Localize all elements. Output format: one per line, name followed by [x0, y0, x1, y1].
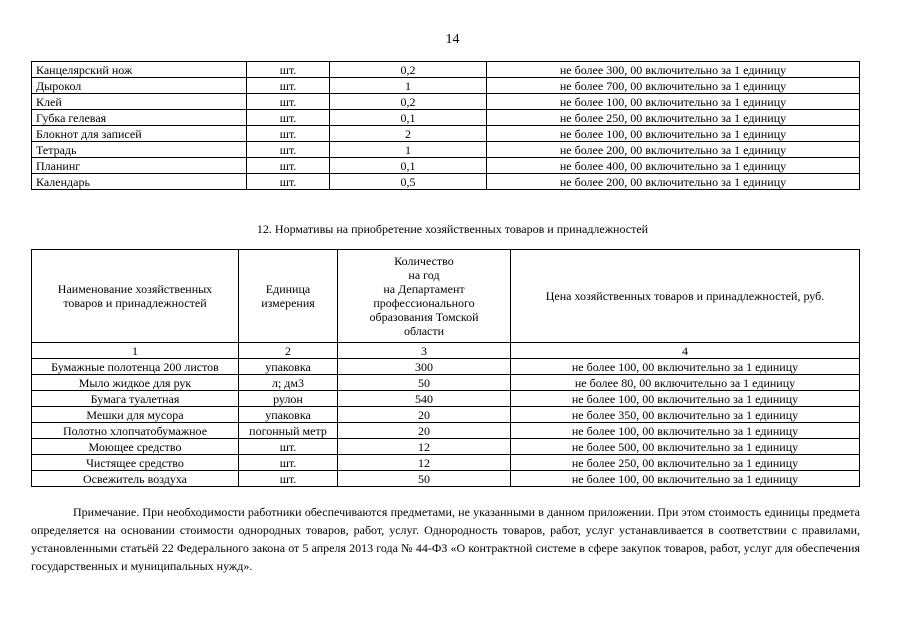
- cell-name: Календарь: [32, 174, 247, 190]
- cell-price: не более 80, 00 включительно за 1 единицу: [511, 375, 860, 391]
- cell-name: Мыло жидкое для рук: [32, 375, 239, 391]
- table-row: [32, 375, 860, 391]
- table-row: [32, 471, 860, 487]
- cell-unit: рулон: [239, 391, 338, 407]
- col-number-3: 3: [338, 343, 511, 359]
- cell-price: не более 200, 00 включительно за 1 единицу: [487, 174, 860, 190]
- cell-price: не более 250, 00 включительно за 1 единицу: [487, 110, 860, 126]
- cell-name: Чистящее средство: [32, 455, 239, 471]
- table-row: [32, 94, 860, 110]
- cell-price: не более 250, 00 включительно за 1 единицу: [511, 455, 860, 471]
- cell-unit: шт.: [247, 110, 330, 126]
- cell-unit: шт.: [247, 78, 330, 94]
- cell-unit: шт.: [247, 94, 330, 110]
- table-row: [32, 455, 860, 471]
- cell-qty: 20: [338, 423, 511, 439]
- col-number-4: 4: [511, 343, 860, 359]
- cell-name: Полотно хлопчатобумажное: [32, 423, 239, 439]
- cell-qty: 2: [330, 126, 487, 142]
- table-row: [32, 439, 860, 455]
- table-row: [32, 423, 860, 439]
- cell-price: не более 350, 00 включительно за 1 единицу: [511, 407, 860, 423]
- cell-price: не более 100, 00 включительно за 1 единицу: [511, 423, 860, 439]
- table-row: [32, 62, 860, 78]
- cell-price: не более 400, 00 включительно за 1 единицу: [487, 158, 860, 174]
- cell-unit: л; дм3: [239, 375, 338, 391]
- cell-name: Бумажные полотенца 200 листов: [32, 359, 239, 375]
- section-title: 12. Нормативы на приобретение хозяйственных товаров и принадлежностей: [256, 222, 649, 236]
- cell-price: не более 100, 00 включительно за 1 единицу: [487, 126, 860, 142]
- cell-qty: 50: [338, 471, 511, 487]
- cell-qty: 300: [338, 359, 511, 375]
- cell-qty: 0,1: [330, 158, 487, 174]
- table-row: [32, 391, 860, 407]
- cell-name: Губка гелевая: [32, 110, 247, 126]
- cell-qty: 20: [338, 407, 511, 423]
- cell-name: Канцелярский нож: [32, 62, 247, 78]
- cell-qty: 1: [330, 78, 487, 94]
- cell-unit: шт.: [239, 439, 338, 455]
- household-goods-table: [31, 249, 860, 487]
- cell-price: не более 200, 00 включительно за 1 единицу: [487, 142, 860, 158]
- cell-qty: 12: [338, 455, 511, 471]
- table-row: [32, 174, 860, 190]
- cell-qty: 12: [338, 439, 511, 455]
- cell-qty: 0,2: [330, 62, 487, 78]
- cell-unit: шт.: [239, 455, 338, 471]
- cell-unit: шт.: [247, 126, 330, 142]
- cell-unit: шт.: [247, 158, 330, 174]
- col-number-2: 2: [239, 343, 338, 359]
- cell-name: Тетрадь: [32, 142, 247, 158]
- cell-unit: упаковка: [239, 407, 338, 423]
- table-row: [32, 158, 860, 174]
- cell-price: не более 300, 00 включительно за 1 единицу: [487, 62, 860, 78]
- cell-name: Клей: [32, 94, 247, 110]
- table-row: [32, 126, 860, 142]
- table-row: [32, 78, 860, 94]
- cell-name: Планинг: [32, 158, 247, 174]
- table-row: [32, 359, 860, 375]
- cell-qty: 0,1: [330, 110, 487, 126]
- header-price: Цена хозяйственных товаров и принадлежностей, руб.: [511, 250, 860, 343]
- office-supplies-table: [31, 61, 860, 190]
- cell-qty: 0,2: [330, 94, 487, 110]
- cell-price: не более 100, 00 включительно за 1 единицу: [511, 391, 860, 407]
- cell-name: Моющее средство: [32, 439, 239, 455]
- column-number-row: [32, 343, 860, 359]
- col-number-1: 1: [32, 343, 239, 359]
- header-unit: Единица измерения: [239, 250, 338, 343]
- cell-unit: шт.: [247, 142, 330, 158]
- cell-name: Блокнот для записей: [32, 126, 247, 142]
- cell-unit: шт.: [247, 62, 330, 78]
- header-qty: Количество на год на Департамент профессионального образования Томской области: [338, 250, 511, 343]
- cell-qty: 0,5: [330, 174, 487, 190]
- cell-price: не более 100, 00 включительно за 1 единицу: [511, 471, 860, 487]
- cell-price: не более 100, 00 включительно за 1 единицу: [511, 359, 860, 375]
- cell-name: Бумага туалетная: [32, 391, 239, 407]
- table-row: [32, 407, 860, 423]
- cell-qty: 1: [330, 142, 487, 158]
- cell-name: Мешки для мусора: [32, 407, 239, 423]
- cell-name: Освежитель воздуха: [32, 471, 239, 487]
- note-paragraph: Примечание. При необходимости работники обеспечиваются предметами, не указанными в данном приложении. При этом стоимость единицы предмета определяется на основании стоимости однородных товаров, работ, услуг. Однородность товаров, работ, услуг устанавливается в соответствии с правилами, установленными статьёй 22 Федерального закона от 5 апреля 2013 года № 44-ФЗ «О контрактной системе в сфере закупок товаров, работ, услуг для обеспечения государственных и муниципальных нужд».: [31, 505, 860, 573]
- table-row: [32, 142, 860, 158]
- cell-unit: погонный метр: [239, 423, 338, 439]
- cell-name: Дырокол: [32, 78, 247, 94]
- cell-qty: 50: [338, 375, 511, 391]
- cell-unit: шт.: [247, 174, 330, 190]
- cell-price: не более 100, 00 включительно за 1 единицу: [487, 94, 860, 110]
- cell-unit: упаковка: [239, 359, 338, 375]
- table-header-row: [32, 250, 860, 343]
- cell-qty: 540: [338, 391, 511, 407]
- header-name: Наименование хозяйственных товаров и принадлежностей: [32, 250, 239, 343]
- cell-unit: шт.: [239, 471, 338, 487]
- page-number: 14: [445, 32, 460, 47]
- table-row: [32, 110, 860, 126]
- cell-price: не более 700, 00 включительно за 1 единицу: [487, 78, 860, 94]
- cell-price: не более 500, 00 включительно за 1 единицу: [511, 439, 860, 455]
